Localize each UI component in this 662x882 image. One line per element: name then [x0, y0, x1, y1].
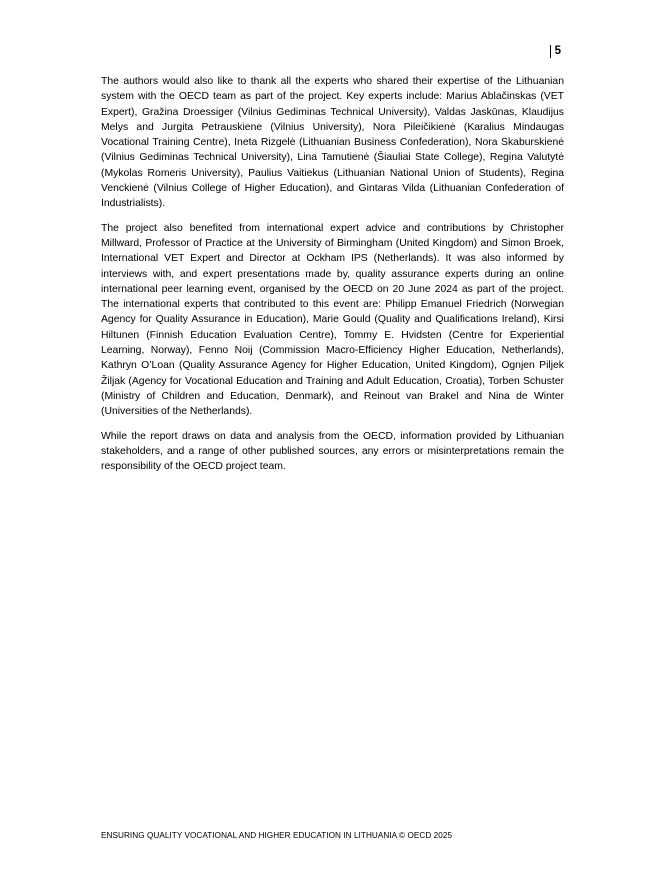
- page-number: [550, 44, 561, 58]
- paragraph-lithuanian-experts: The authors would also like to thank all the experts who shared their expertise of the Lithuanian system with the OECD team as part of the project. Key experts include: Marius Ablačinskas (VET Expert), Gražina Droessiger (Vilnius Gediminas Technical University), Valdas Jaskūnas, Klaudijus Melys and Jurgita Petrauskiene (Vilnius University), Nora Pileičikienė (Karalius Mindaugas Vocational Training Centre), Ineta Rizgelė (Lithuanian Business Confederation), Nora Skaburskienė (Vilnius Gediminas Technical University), Lina Tamutienė (Šiauliai State College), Regina Valutytė (Mykolas Romeris University), Paulius Vaitiekus (Lithuanian National Union of Students), Regina Venckienė (Vilnius College of Higher Education), and Gintaras Vilda (Lithuanian Confederation of Industrialists).: [101, 76, 564, 210]
- main-content: [101, 74, 564, 483]
- page-number-divider: [550, 45, 551, 58]
- paragraph-responsibility: While the report draws on data and analysis from the OECD, information provided by Lithuanian stakeholders, and a range of other published sources, any errors or misinterpretations remain the responsibility of the OECD project team.: [101, 430, 564, 473]
- paragraph-international-experts: The project also benefited from international expert advice and contributions by Christopher Millward, Professor of Practice at the University of Birmingham (United Kingdom) and Simon Broek, International VET Expert and Director at Ockham IPS (Netherlands). It was also informed by interviews with, and expert presentations made by, quality assurance experts during an online international peer learning event, organised by the OECD on 20 June 2024 as part of the project. The international experts that contributed to this event are: Philipp Emanuel Friedrich (Norwegian Agency for Quality Assurance in Education), Marie Gould (Quality and Qualifications Ireland), Kirsi Hiltunen (Finnish Education Evaluation Centre), Tommy E. Hvidsten (Centre for Experiential Learning, Norway), Fenno Noij (Commission Macro-Efficiency Higher Education, Netherlands), Kathryn O’Loan (Quality Assurance Agency for Higher Education, United Kingdom), Ognjen Piljek Žiljak (Agency for Vocational Education and Training and Adult Education, Croatia), Torben Schuster (Ministry of Children and Education, Denmark), and Reinout van Brakel and Nina de Winter (Universities of the Netherlands).: [101, 222, 564, 418]
- page-number-value: 5: [554, 45, 561, 57]
- page-footer: ENSURING QUALITY VOCATIONAL AND HIGHER EDUCATION IN LITHUANIA © OECD 2025: [101, 831, 453, 840]
